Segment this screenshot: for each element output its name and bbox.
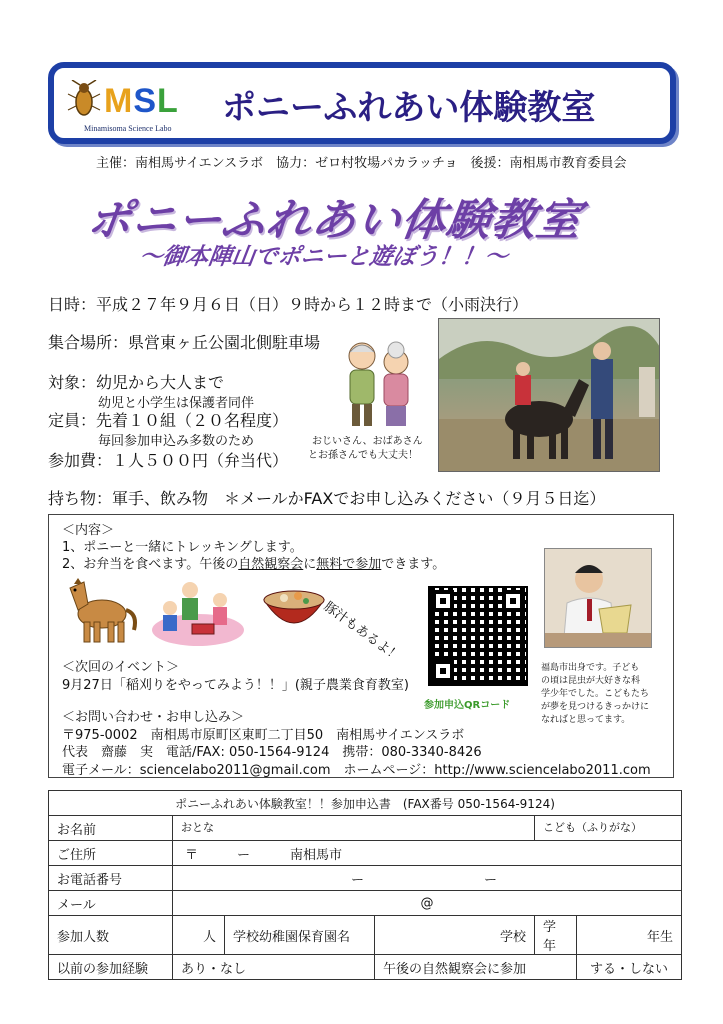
logo-subtitle: Minamisoma Science Labo bbox=[84, 124, 172, 133]
form-row-phone bbox=[49, 866, 682, 891]
target-audience: 対象：幼児から大人まで bbox=[48, 373, 225, 392]
child-name-field[interactable]: こども（ふりがな） bbox=[535, 816, 682, 841]
form-row-name bbox=[49, 816, 682, 841]
address-field[interactable] bbox=[173, 841, 682, 866]
email-field[interactable]: @ bbox=[173, 891, 682, 916]
sponsors-line: 主催：南相馬サイエンスラボ 協力：ゼロ村牧場パカラッチョ 後援：南相馬市教育委員会 bbox=[96, 156, 627, 171]
history-label: 以前の参加経験 bbox=[49, 955, 173, 980]
grandparents-note-2: とお孫さんでも大丈夫！ bbox=[308, 450, 418, 461]
item2-suffix: できます。 bbox=[381, 557, 446, 572]
qr-finder-pattern bbox=[432, 660, 454, 682]
afternoon-label: 午後の自然観察会に参加 bbox=[375, 955, 577, 980]
qr-finder-pattern bbox=[502, 590, 524, 612]
item2-nature-observation: 自然観察会 bbox=[238, 557, 304, 572]
grandparents-illustration bbox=[334, 338, 422, 430]
profile-line-5: なればと思ってます。 bbox=[541, 715, 631, 725]
content-item-2 bbox=[62, 553, 445, 572]
bug-logo-icon bbox=[66, 80, 102, 120]
item2-free-participation: 無料で参加 bbox=[316, 557, 382, 572]
form-row-history bbox=[49, 955, 682, 980]
item2-mid: に bbox=[303, 557, 317, 572]
phone-dash-1: ー bbox=[351, 872, 365, 888]
capacity-note: 毎回参加申込み多数のため bbox=[98, 434, 255, 449]
email-label: メール bbox=[49, 891, 173, 916]
postal-mark: 〒 ー bbox=[185, 847, 251, 863]
form-title-row bbox=[49, 791, 682, 816]
qr-code[interactable] bbox=[428, 586, 528, 686]
msl-logo bbox=[104, 82, 179, 121]
grandparents-note-1: おじいさん、おばあさん bbox=[312, 436, 423, 447]
grade-label: 学年 bbox=[535, 916, 577, 955]
content-heading: ＜内容＞ bbox=[62, 523, 115, 538]
adult-name-field[interactable]: おとな bbox=[173, 816, 535, 841]
history-options[interactable]: あり・なし bbox=[173, 955, 375, 980]
phone-label: お電話番号 bbox=[49, 866, 173, 891]
sub-title: ～御本陣山でポニーと遊ぼう！！～ bbox=[137, 244, 510, 270]
header-title: ポニーふれあい体験教室 bbox=[222, 88, 596, 128]
tonjiru-bowl-illustration bbox=[262, 584, 326, 640]
items-to-bring: 持ち物：軍手、飲み物 ＊メールかFAXでお申し込みください（９月５日迄） bbox=[48, 489, 606, 508]
phone-dash-2: ー bbox=[484, 872, 498, 888]
event-date: 日時：平成２７年９月６日（日）９時から１２時まで（小雨決行） bbox=[48, 295, 529, 314]
school-label: 学校幼稚園保育園名 bbox=[225, 916, 375, 955]
tonjiru-note: 豚汁もあるよ！ bbox=[320, 599, 404, 665]
participant-count-label: 参加人数 bbox=[49, 916, 173, 955]
family-picnic-illustration bbox=[150, 576, 246, 648]
contact-heading: ＜お問い合わせ・お申し込み＞ bbox=[62, 710, 245, 725]
contact-representative: 代表 齋藤 実 電話/FAX: 050-1564-9124 携帯：080-3340-8426 bbox=[62, 745, 482, 760]
logo-m: M bbox=[104, 82, 134, 120]
contact-email-web: 電子メール：sciencelabo2011@gmail.com ホームページ：http://www.sciencelabo2011.com bbox=[62, 763, 651, 778]
target-note: 幼児と小学生は保護者同伴 bbox=[98, 396, 255, 411]
qr-caption: 参加申込QRコード bbox=[424, 700, 511, 711]
capacity: 定員：先着１０組（２０名程度） bbox=[48, 411, 289, 430]
fee: 参加費：１人５００円（弁当代） bbox=[48, 451, 289, 470]
logo-l: L bbox=[157, 82, 179, 120]
form-title: ポニーふれあい体験教室！！参加申込書 (FAX番号 050-1564-9124) bbox=[49, 791, 682, 816]
application-form bbox=[48, 790, 682, 980]
name-label: お名前 bbox=[49, 816, 173, 841]
afternoon-options[interactable]: する・しない bbox=[577, 955, 682, 980]
profile-line-1: 福島市出身です。子ども bbox=[541, 663, 640, 673]
school-name-field[interactable]: 学校 bbox=[375, 916, 535, 955]
form-row-address bbox=[49, 841, 682, 866]
item2-prefix: 2、お弁当を食べます。午後の bbox=[62, 557, 239, 572]
main-title: ポニーふれあい体験教室 bbox=[83, 195, 586, 246]
phone-field[interactable] bbox=[173, 866, 682, 891]
participant-count-field[interactable]: 人 bbox=[173, 916, 225, 955]
profile-line-4: が夢を見つけるきっかけに bbox=[541, 702, 650, 712]
contact-address: 〒975-0002 南相馬市原町区東町二丁目50 南相馬サイエンスラボ bbox=[62, 728, 465, 743]
next-event: 9月27日「稲刈りをやってみよう！！」(親子農業食育教室) bbox=[62, 678, 409, 693]
city-name: 南相馬市 bbox=[290, 847, 343, 863]
profile-line-2: の頃は昆虫が大好きな科 bbox=[541, 676, 641, 686]
address-label: ご住所 bbox=[49, 841, 173, 866]
form-row-email bbox=[49, 891, 682, 916]
logo-s: S bbox=[133, 82, 158, 120]
meeting-place: 集合場所：県営東ヶ丘公園北側駐車場 bbox=[48, 333, 321, 352]
form-row-participants bbox=[49, 916, 682, 955]
qr-finder-pattern bbox=[432, 590, 454, 612]
content-item-1: 1、ポニーと一緒にトレッキングします。 bbox=[62, 540, 303, 555]
grade-field[interactable]: 年生 bbox=[577, 916, 682, 955]
horse-illustration bbox=[64, 574, 140, 646]
representative-photo bbox=[544, 548, 652, 648]
pony-photo bbox=[438, 318, 660, 472]
next-event-heading: ＜次回のイベント＞ bbox=[62, 660, 180, 675]
profile-line-3: 学少年でした。こどもたち bbox=[541, 689, 650, 699]
